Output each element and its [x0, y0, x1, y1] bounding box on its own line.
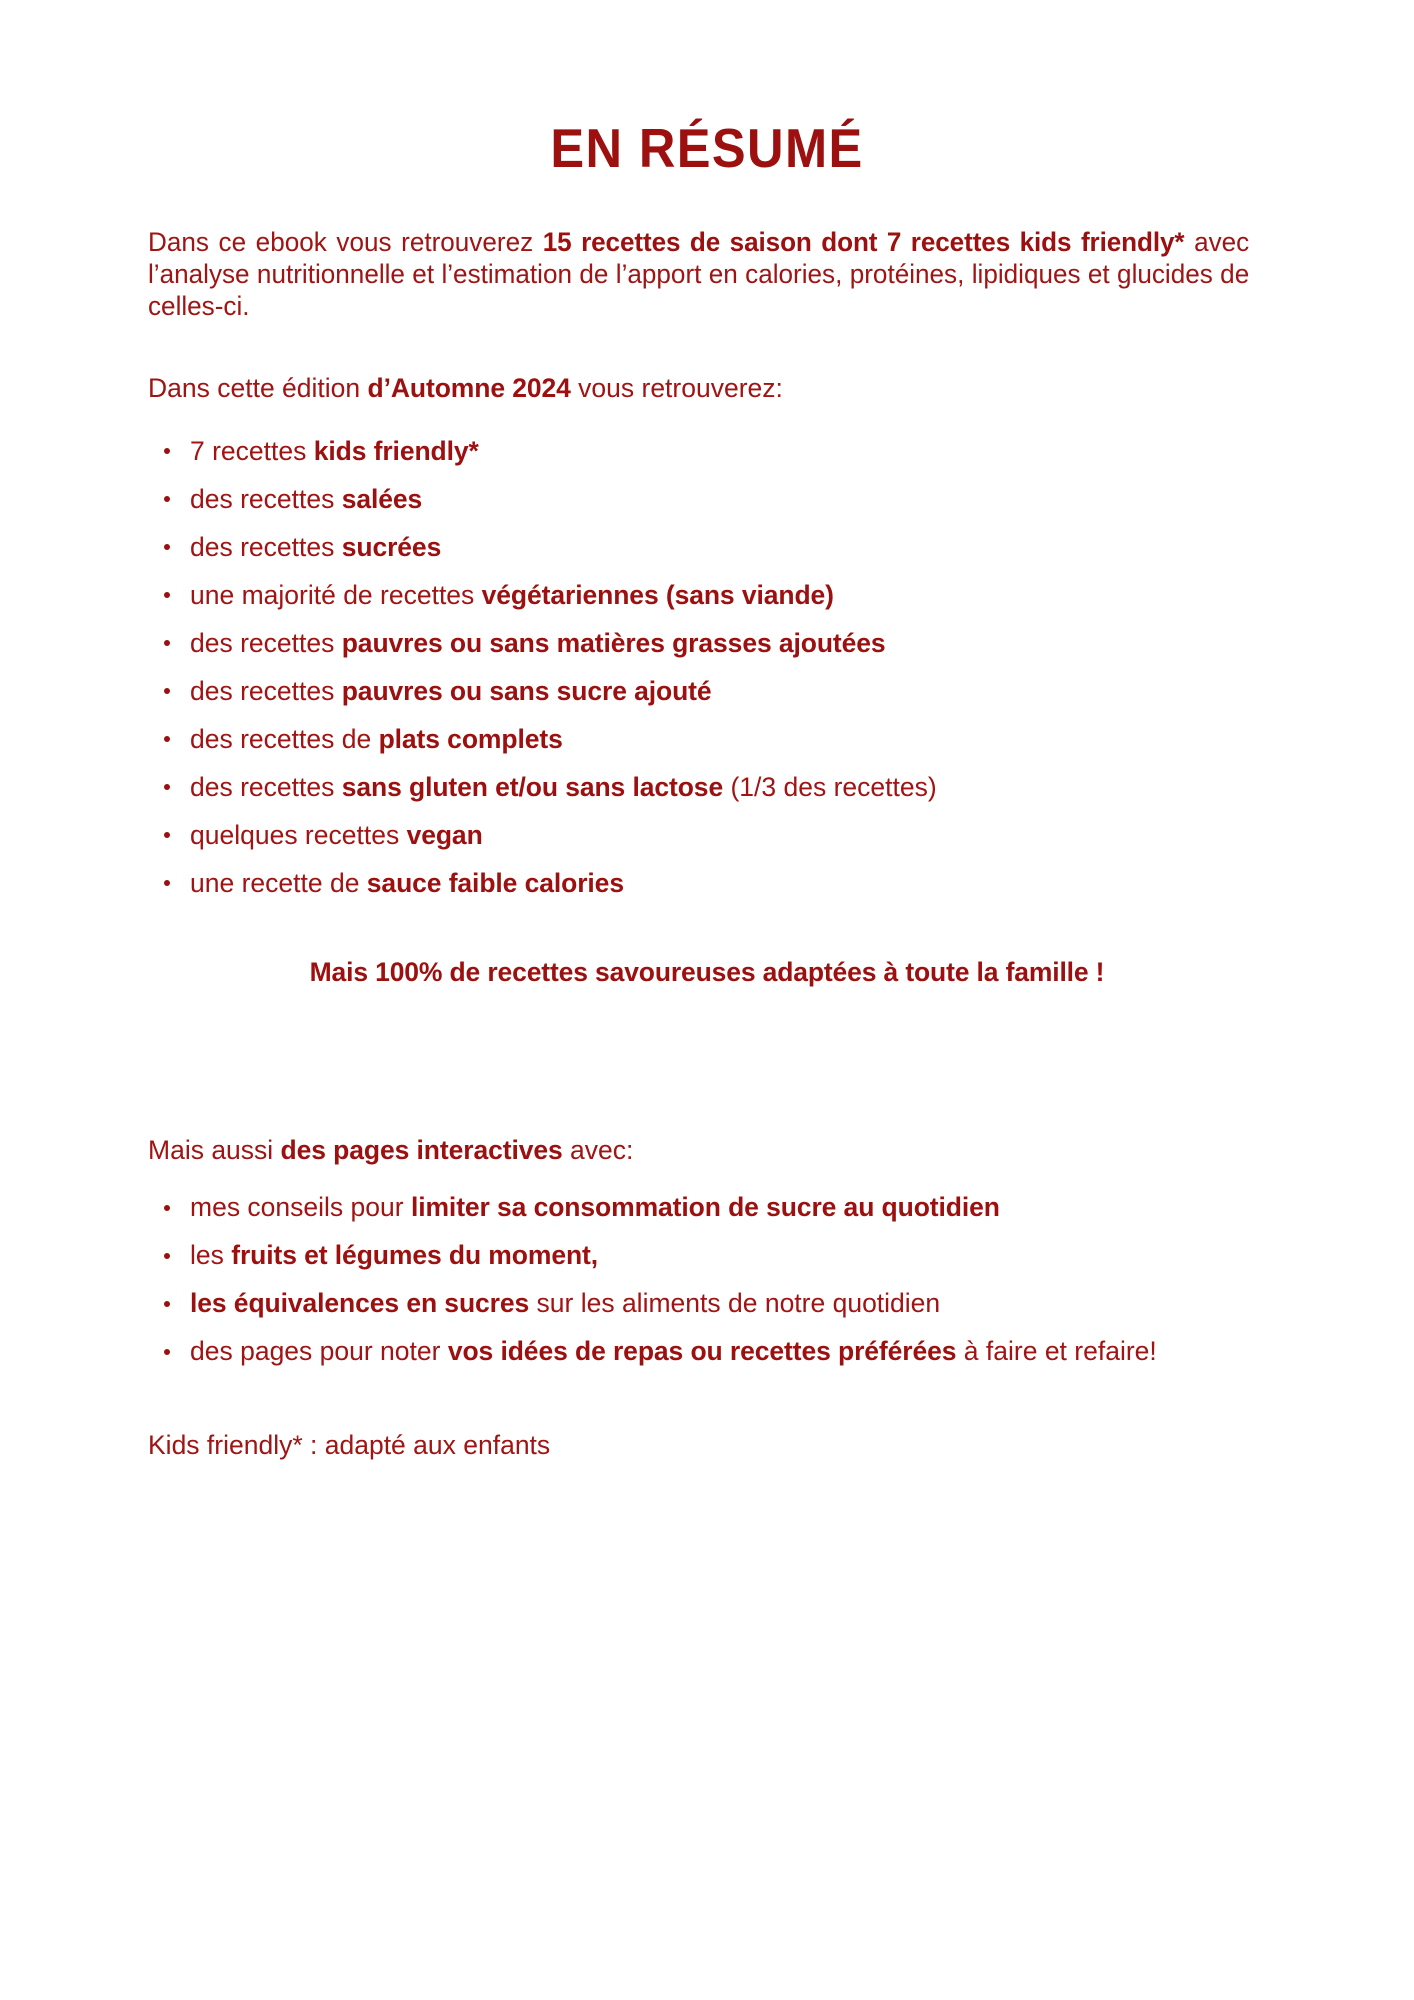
list-item: [148, 475, 1266, 523]
bullet-dot-icon: [164, 496, 170, 502]
list-item-text-bold: les équivalences en sucres: [190, 1288, 530, 1319]
list-item: [148, 571, 1266, 619]
section-one-lead-before: Dans cette édition: [148, 372, 368, 403]
list-item-text-after: sur les aliments de notre quotidien: [529, 1288, 941, 1319]
list-item-text-bold: fruits et légumes du moment,: [231, 1240, 599, 1271]
list-item-text-before: des recettes: [190, 627, 342, 658]
list-item-text-after: (1/3 des recettes): [723, 771, 937, 802]
section-two-lead-after: avec:: [562, 1135, 634, 1166]
list-item-text-before: une recette de: [190, 867, 367, 898]
list-item: [148, 1232, 1266, 1280]
list-item: [148, 1280, 1266, 1328]
list-item-text-before: une majorité de recettes: [190, 579, 482, 610]
list-item: [148, 619, 1266, 667]
section-two-lead: [148, 1078, 1266, 1167]
list-item: [148, 427, 1266, 475]
bullet-dot-icon: [164, 880, 170, 886]
list-item: [148, 763, 1266, 811]
list-item-text-bold: salées: [341, 483, 423, 514]
section-two-lead-bold: des pages interactives: [280, 1135, 563, 1166]
tagline: Mais 100% de recettes savoureuses adaptées à toute la famille !: [309, 957, 1105, 988]
list-item-text-before: mes conseils pour: [190, 1192, 411, 1223]
bullet-dot-icon: [164, 784, 170, 790]
list-item-text-before: des recettes: [190, 771, 342, 802]
bullet-dot-icon: [164, 448, 170, 454]
bullet-dot-icon: [164, 1349, 170, 1355]
bullet-dot-icon: [164, 1253, 170, 1259]
list-item: [148, 859, 1266, 907]
list-item-text-before: des recettes: [190, 483, 342, 514]
bullet-dot-icon: [164, 592, 170, 598]
section-two-bullet-list: [148, 1168, 1266, 1376]
list-item-text-bold: pauvres ou sans sucre ajouté: [341, 675, 712, 706]
list-item-text-bold: vos idées de repas ou recettes préférées: [447, 1336, 957, 1367]
list-item-text-before: quelques recettes: [190, 819, 407, 850]
section-one-lead: [148, 323, 1266, 405]
list-item-text-before: 7 recettes: [190, 435, 314, 466]
list-item: [148, 523, 1266, 571]
list-item-text-bold: vegan: [406, 819, 483, 850]
page-title: EN RÉSUMÉ: [550, 117, 864, 179]
section-one-bullet-list: [148, 405, 1266, 907]
list-item: [148, 1184, 1266, 1232]
bullet-dot-icon: [164, 1301, 170, 1307]
list-item: [148, 715, 1266, 763]
list-item-text-before: des pages pour noter: [190, 1336, 448, 1367]
list-item-text-bold: limiter sa consommation de sucre au quotidien: [410, 1192, 1000, 1223]
section-two-lead-before: Mais aussi: [148, 1135, 281, 1166]
bullet-dot-icon: [164, 640, 170, 646]
footnote: Kids friendly* : adapté aux enfants: [148, 1429, 551, 1460]
list-item-text-bold: végétariennes (sans viande): [481, 579, 834, 610]
bullet-dot-icon: [164, 688, 170, 694]
bullet-dot-icon: [164, 832, 170, 838]
section-one-lead-bold: d’Automne 2024: [367, 372, 571, 403]
list-item-text-bold: plats complets: [378, 723, 563, 754]
bullet-dot-icon: [164, 544, 170, 550]
list-item-text-before: les: [190, 1240, 232, 1271]
list-item-text-after: à faire et refaire!: [956, 1336, 1157, 1367]
list-item: [148, 667, 1266, 715]
bullet-dot-icon: [164, 1205, 170, 1211]
list-item: [148, 811, 1266, 859]
list-item-text-bold: sauce faible calories: [366, 867, 624, 898]
list-item-text-bold: sans gluten et/ou sans lactose: [341, 771, 724, 802]
list-item-text-before: des recettes: [190, 531, 342, 562]
intro-paragraph: [148, 178, 1249, 323]
list-item-text-before: des recettes de: [190, 723, 379, 754]
intro-text-after: avec l’analyse nutritionnelle et l’estimation de l’apport en calories, protéines, lipidiques et glucides de celles-ci.: [148, 226, 1250, 322]
intro-text-bold: 15 recettes de saison dont 7 recettes kids friendly*: [542, 226, 1185, 257]
bullet-dot-icon: [164, 736, 170, 742]
list-item-text-bold: pauvres ou sans matières grasses ajoutées: [341, 627, 886, 658]
section-one-lead-after: vous retrouverez:: [570, 372, 783, 403]
list-item-text-bold: sucrées: [341, 531, 442, 562]
section-spacer: [148, 988, 1266, 1078]
list-item-text-before: des recettes: [190, 675, 342, 706]
list-item-text-bold: kids friendly*: [313, 435, 479, 466]
intro-text-before: Dans ce ebook vous retrouverez: [148, 226, 543, 257]
list-item: [148, 1328, 1266, 1376]
